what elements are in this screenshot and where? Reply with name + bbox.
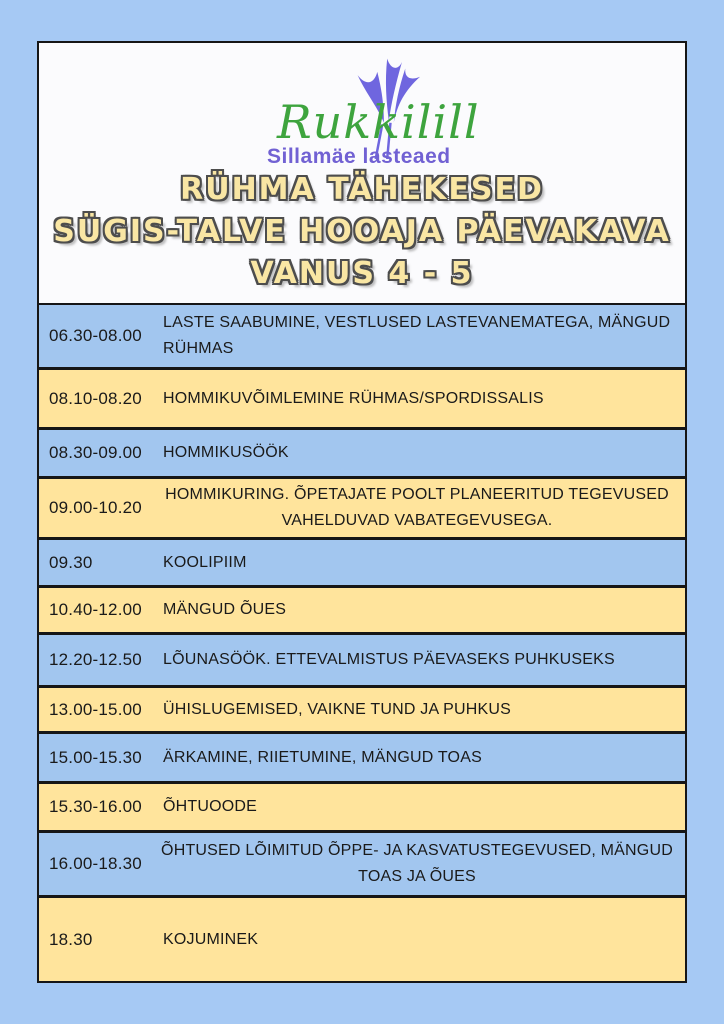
row-activity: LASTE SAABUMINE, VESTLUSED LASTEVANEMATEGA, MÄNGUD RÜHMAS xyxy=(163,314,671,357)
row-activity: ÜHISLUGEMISED, VAIKNE TUND JA PUHKUS xyxy=(163,700,512,718)
row-time: 10.40-12.00 xyxy=(49,600,142,619)
row-time: 15.00-15.30 xyxy=(49,747,142,767)
logo-name: Rukkilill xyxy=(277,95,480,149)
row-activity: MÄNGUD ÕUES xyxy=(163,601,287,618)
schedule-row xyxy=(39,685,685,731)
row-activity: ÕHTUOODE xyxy=(163,798,258,815)
page-title-line3: VANUS 4 - 5 xyxy=(250,256,474,291)
schedule-row xyxy=(39,830,685,895)
schedule-row xyxy=(39,632,685,685)
row-time: 08.10-08.20 xyxy=(49,388,142,408)
schedule-row xyxy=(39,305,685,367)
row-activity: LÕUNASÖÖK. ETTEVALMISTUS PÄEVASEKS PUHKUSEKS xyxy=(163,651,615,668)
row-activity: HOMMIKUSÖÖK xyxy=(163,444,289,461)
logo-subtitle: Sillamäe lasteaed xyxy=(267,145,451,168)
row-time: 13.00-15.00 xyxy=(49,699,142,719)
page-title-line2: SÜGIS-TALVE HOOAJA PÄEVAKAVA xyxy=(53,214,671,249)
row-time: 18.30 xyxy=(49,929,93,949)
row-time: 09.30 xyxy=(49,552,93,572)
schedule-row xyxy=(39,585,685,632)
row-activity: KOJUMINEK xyxy=(163,930,259,948)
row-time: 08.30-09.00 xyxy=(49,443,142,462)
schedule-table xyxy=(39,303,685,981)
page-title xyxy=(39,169,685,295)
row-time: 09.00-10.20 xyxy=(49,498,142,517)
schedule-row xyxy=(39,781,685,830)
row-time: 12.20-12.50 xyxy=(49,650,142,669)
schedule-row xyxy=(39,731,685,781)
schedule-row xyxy=(39,537,685,585)
card-header xyxy=(39,43,685,303)
schedule-card xyxy=(37,41,687,983)
schedule-row xyxy=(39,895,685,981)
row-activity: ÕHTUSED LÕIMITUD ÕPPE- JA KASVATUSTEGEVUSED, MÄNGUD TOAS JA ÕUES xyxy=(161,842,673,885)
schedule-row xyxy=(39,367,685,427)
schedule-row xyxy=(39,427,685,476)
row-activity: ÄRKAMINE, RIIETUMINE, MÄNGUD TOAS xyxy=(163,748,482,766)
row-activity: KOOLIPIIM xyxy=(163,553,247,571)
page-title-line1: RÜHMA TÄHEKESED xyxy=(180,172,544,207)
row-time: 15.30-16.00 xyxy=(49,797,142,816)
row-time: 06.30-08.00 xyxy=(49,326,142,345)
schedule-row xyxy=(39,476,685,537)
row-time: 16.00-18.30 xyxy=(49,854,142,873)
row-activity: HOMMIKURING. ÕPETAJATE POOLT PLANEERITUD TEGEVUSED VAHELDUVAD VABATEGEVUSEGA. xyxy=(165,486,669,529)
row-activity: HOMMIKUVÕIMLEMINE RÜHMAS/SPORDISSALIS xyxy=(163,389,544,407)
